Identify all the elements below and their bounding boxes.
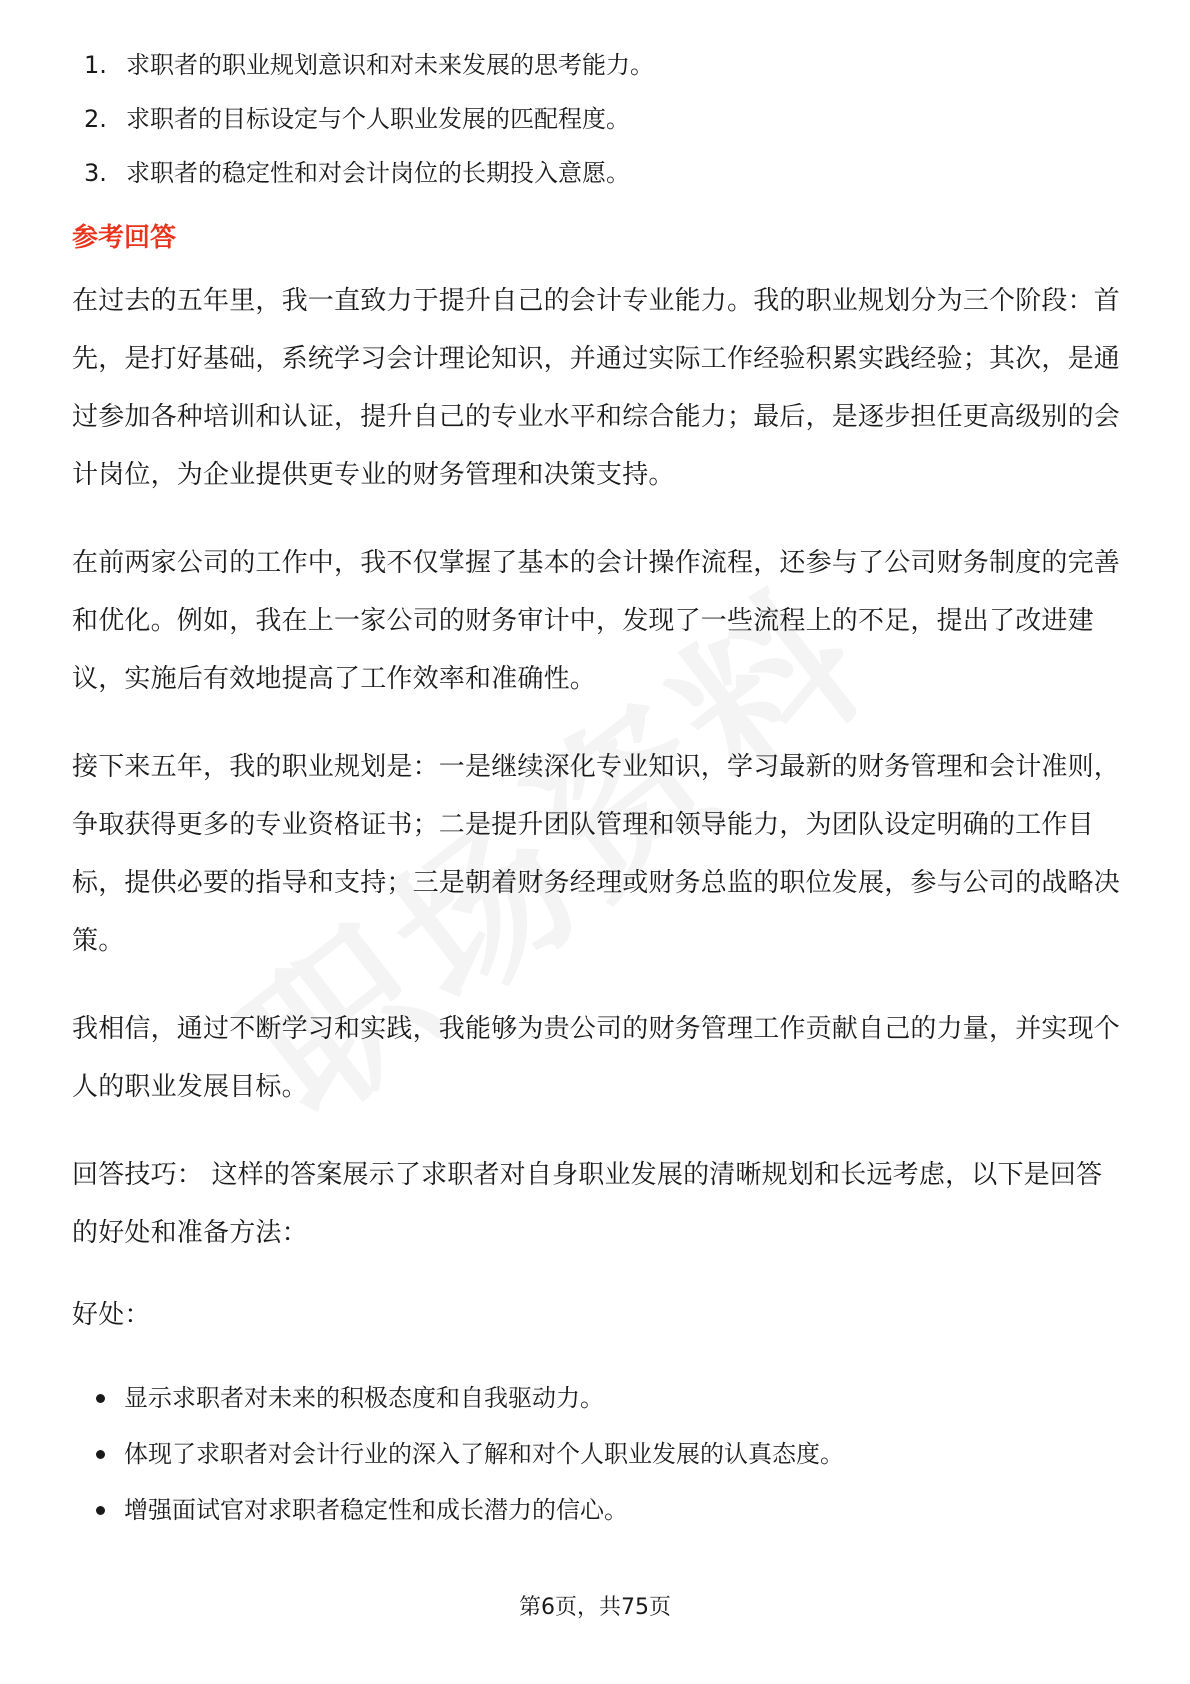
page-footer: 第6页，共75页 — [519, 1595, 671, 1620]
criteria-number: 1. — [84, 51, 107, 79]
bullet-icon — [72, 1426, 124, 1482]
criteria-number: 3. — [84, 159, 107, 187]
benefit-text: 显示求职者对未来的积极态度和自我驱动力。 — [124, 1384, 604, 1412]
document-page — [72, 38, 1122, 1538]
criteria-text: 求职者的职业规划意识和对未来发展的思考能力。 — [126, 51, 654, 79]
benefit-item — [72, 1370, 1122, 1426]
benefit-item — [72, 1426, 1122, 1482]
benefit-text: 体现了求职者对会计行业的深入了解和对个人职业发展的认真态度。 — [124, 1440, 844, 1468]
criteria-text: 求职者的稳定性和对会计岗位的长期投入意愿。 — [126, 159, 630, 187]
criteria-number: 2. — [84, 105, 107, 133]
answer-paragraph: 在过去的五年里，我一直致力于提升自己的会计专业能力。我的职业规划分为三个阶段：首先，是打好基础，系统学习会计理论知识，并通过实际工作经验积累实践经验；其次，是通过参加各种培训和认证，提升自己的专业水平和综合能力；最后，是逐步担任更高级别的会计岗位，为企业提供更专业的财务管理和决策支持。 — [72, 286, 1121, 490]
criteria-text: 求职者的目标设定与个人职业发展的匹配程度。 — [126, 105, 630, 133]
benefits-list — [72, 1370, 1122, 1538]
answer-paragraph: 我相信，通过不断学习和实践，我能够为贵公司的财务管理工作贡献自己的力量，并实现个人的职业发展目标。 — [72, 1014, 1121, 1102]
criteria-item — [72, 38, 1122, 92]
answer-heading: 参考回答 — [72, 223, 177, 253]
bullet-icon — [72, 1482, 124, 1538]
criteria-item — [72, 146, 1122, 200]
benefit-text: 增强面试官对求职者稳定性和成长潜力的信心。 — [124, 1496, 628, 1524]
criteria-item — [72, 92, 1122, 146]
answer-paragraph: 接下来五年，我的职业规划是：一是继续深化专业知识，学习最新的财务管理和会计准则，争取获得更多的专业资格证书；二是提升团队管理和领导能力，为团队设定明确的工作目标，提供必要的指导和支持；三是朝着财务经理或财务总监的职位发展，参与公司的战略决策。 — [72, 752, 1121, 956]
answer-paragraph: 在前两家公司的工作中，我不仅掌握了基本的会计操作流程，还参与了公司财务制度的完善和优化。例如，我在上一家公司的财务审计中，发现了一些流程上的不足，提出了改进建议，实施后有效地提高了工作效率和准确性。 — [72, 548, 1121, 694]
answer-tip: 回答技巧： 这样的答案展示了求职者对自身职业发展的清晰规划和长远考虑，以下是回答的好处和准备方法： — [72, 1160, 1103, 1248]
benefit-item — [72, 1482, 1122, 1538]
criteria-list — [72, 38, 1122, 200]
bullet-icon — [72, 1370, 124, 1426]
benefits-label: 好处： — [72, 1300, 151, 1330]
